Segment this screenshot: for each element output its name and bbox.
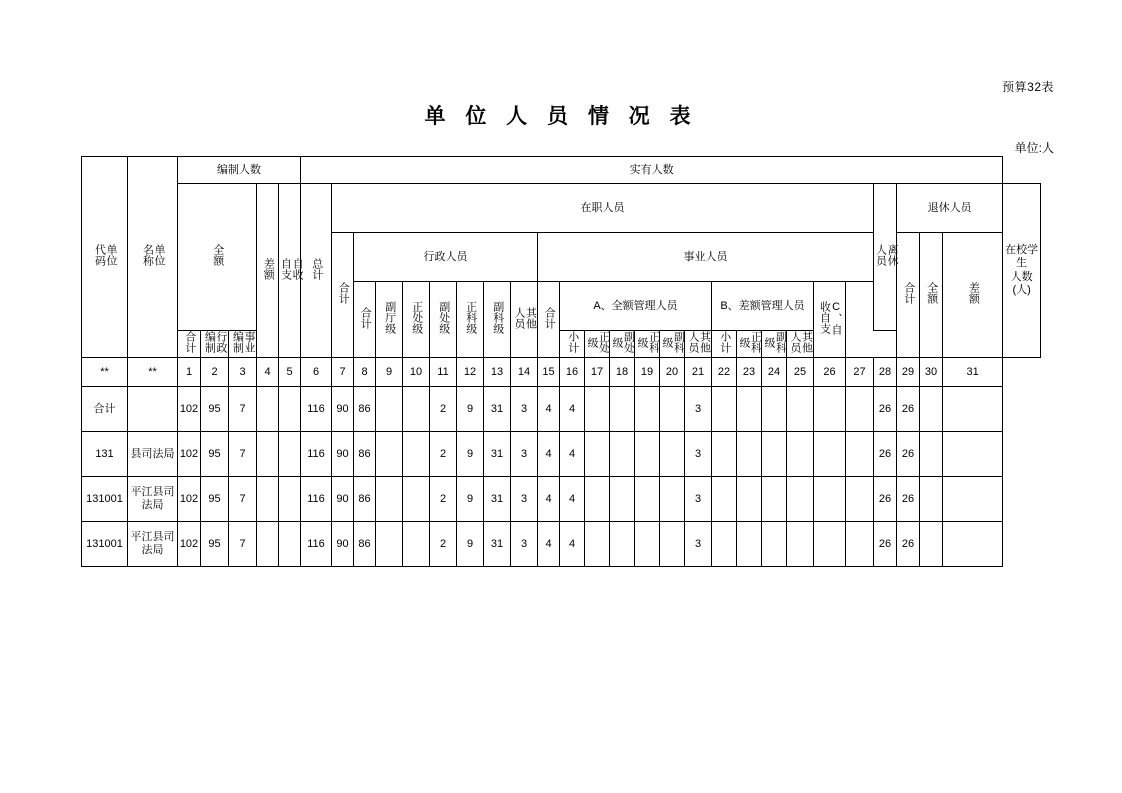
cell-value: 7: [229, 477, 257, 522]
cell-unit-name: [128, 387, 178, 432]
header-fukeji-label: 副科级: [491, 301, 504, 335]
cell-value: [279, 432, 301, 477]
cell-value: [762, 387, 787, 432]
header-sy-heji: [538, 282, 560, 358]
cell-value: 4: [560, 477, 585, 522]
cell-value: 116: [301, 522, 332, 567]
numrow-col: 12: [457, 358, 484, 387]
cell-unit-code: 合计: [82, 387, 128, 432]
header-a-zhengchuji: [585, 331, 610, 358]
cell-value: 26: [897, 522, 920, 567]
cell-value: 95: [201, 522, 229, 567]
header-a-fuchuji-label: 副处 级: [611, 331, 635, 354]
header-bz-shiye-label: 事业 编制: [231, 331, 256, 354]
header-zishou-bianzhi: [279, 184, 304, 358]
cell-value: [920, 432, 943, 477]
cell-value: [846, 432, 874, 477]
cell-value: [376, 522, 403, 567]
cell-value: 102: [178, 387, 201, 432]
cell-value: [635, 477, 660, 522]
cell-unit-code: 131001: [82, 522, 128, 567]
cell-value: [920, 387, 943, 432]
table-row: [82, 432, 1041, 477]
cell-value: 116: [301, 432, 332, 477]
cell-value: 3: [685, 432, 712, 477]
cell-value: [279, 477, 301, 522]
numrow-col: 8: [354, 358, 376, 387]
cell-value: 31: [484, 432, 511, 477]
cell-value: [376, 432, 403, 477]
header-zongji-label: 总计: [310, 257, 323, 280]
numrow-col: 16: [560, 358, 585, 387]
header-xz-qita-label: 其他 人员: [513, 306, 537, 329]
cell-value: 116: [301, 387, 332, 432]
header-bz-heji-label: 合计: [183, 331, 196, 354]
cell-unit-name: 县司法局: [128, 432, 178, 477]
numrow-col: 1: [178, 358, 201, 387]
cell-value: [787, 477, 814, 522]
header-b-fukeji-label: 副科 级: [763, 331, 787, 354]
cell-value: 2: [430, 522, 457, 567]
numrow-col: 15: [538, 358, 560, 387]
cell-value: 31: [484, 387, 511, 432]
header-lixiu-label: 离休 人员: [874, 244, 899, 267]
cell-value: [846, 522, 874, 567]
numrow-col: 24: [762, 358, 787, 387]
cell-value: [376, 387, 403, 432]
cell-value: 26: [874, 432, 897, 477]
numrow-col: 23: [737, 358, 762, 387]
cell-value: 90: [332, 432, 354, 477]
numrow-col: 27: [846, 358, 874, 387]
cell-value: [762, 477, 787, 522]
cell-value: [610, 477, 635, 522]
numrow-col: 2: [201, 358, 229, 387]
cell-value: 102: [178, 522, 201, 567]
cell-value: 9: [457, 432, 484, 477]
cell-value: 7: [229, 432, 257, 477]
header-chae-bianzhi-label: 差额: [262, 257, 275, 280]
cell-value: [712, 387, 737, 432]
cell-value: 95: [201, 432, 229, 477]
table-row: [82, 387, 1041, 432]
header-unit-code-label: 单位 代码: [93, 244, 118, 267]
header-zaizhi-heji-label: 合计: [337, 282, 350, 305]
cell-value: 9: [457, 477, 484, 522]
cell-value: [943, 477, 1003, 522]
cell-value: 102: [178, 432, 201, 477]
cell-value: [712, 432, 737, 477]
cell-value: 3: [511, 522, 538, 567]
header-zhengkeji-label: 正科级: [464, 301, 477, 335]
header-a-zhengchuji-label: 正处 级: [586, 331, 610, 354]
cell-value: [814, 522, 846, 567]
cell-value: 4: [538, 522, 560, 567]
cell-value: [610, 522, 635, 567]
numrow-unit-name: **: [128, 358, 178, 387]
header-bianzhi-group: 编制人数: [178, 157, 301, 184]
table-row: [82, 477, 1041, 522]
header-quane-bianzhi: [178, 184, 257, 331]
header-a-fukeji: [660, 331, 685, 358]
cell-value: [737, 387, 762, 432]
cell-value: [635, 387, 660, 432]
cell-value: 4: [538, 387, 560, 432]
cell-value: 26: [874, 387, 897, 432]
table-row: [82, 522, 1041, 567]
numrow-col: 22: [712, 358, 737, 387]
numrow-col: 29: [897, 358, 920, 387]
header-group-a: A、全额管理人员: [560, 282, 712, 331]
cell-value: 102: [178, 477, 201, 522]
header-fuchuji-label: 副处级: [437, 301, 450, 335]
numrow-unit-code: **: [82, 358, 128, 387]
header-group-b: B、差额管理人员: [712, 282, 814, 331]
cell-value: [814, 387, 846, 432]
header-a-fuchuji: [610, 331, 635, 358]
numrow-col: 18: [610, 358, 635, 387]
header-b-zhengkeji-label: 正科 级: [738, 331, 762, 354]
cell-value: [585, 387, 610, 432]
cell-value: [787, 387, 814, 432]
cell-value: [585, 477, 610, 522]
cell-value: 31: [484, 477, 511, 522]
cell-value: 3: [685, 477, 712, 522]
cell-value: 95: [201, 477, 229, 522]
header-a-xiaoji: [560, 331, 585, 358]
personnel-table: [81, 156, 1041, 567]
cell-value: [257, 522, 279, 567]
numrow-col: 4: [257, 358, 279, 387]
cell-value: [376, 477, 403, 522]
numrow-col: 26: [814, 358, 846, 387]
header-b-qita: [787, 331, 814, 358]
numrow-col: 6: [301, 358, 332, 387]
cell-value: [787, 432, 814, 477]
header-bz-xingzheng-label: 行政 编制: [203, 331, 228, 354]
cell-value: 4: [560, 522, 585, 567]
cell-value: [585, 522, 610, 567]
header-zaizhi-heji: [332, 233, 354, 358]
header-sy-heji-label: 合计: [543, 306, 556, 329]
numrow-col: 13: [484, 358, 511, 387]
cell-value: [920, 522, 943, 567]
header-tuixiu-heji: [897, 233, 920, 358]
header-tuixiu-chae: [943, 233, 1003, 358]
numrow-col: 7: [332, 358, 354, 387]
column-number-row: [82, 358, 1041, 387]
cell-value: [943, 387, 1003, 432]
cell-value: 3: [685, 522, 712, 567]
header-xz-heji: [354, 282, 376, 358]
header-a-fukeji-label: 副科 级: [661, 331, 685, 354]
cell-value: [610, 432, 635, 477]
numrow-col: 9: [376, 358, 403, 387]
header-group-c-label: C、自 收自支: [818, 300, 843, 335]
cell-value: [257, 432, 279, 477]
numrow-col: 5: [279, 358, 301, 387]
cell-value: [737, 522, 762, 567]
cell-value: [660, 432, 685, 477]
header-tuixiu-chae-label: 差额: [967, 282, 980, 305]
cell-value: 2: [430, 432, 457, 477]
header-tuixiu-group: 退休人员: [897, 184, 1003, 233]
cell-value: [635, 432, 660, 477]
header-zhengchuji: [403, 282, 430, 358]
cell-value: [762, 432, 787, 477]
cell-value: [787, 522, 814, 567]
cell-value: 86: [354, 477, 376, 522]
header-students: [1003, 184, 1041, 358]
header-zhengchuji-label: 正处级: [410, 301, 423, 335]
cell-value: 4: [538, 432, 560, 477]
cell-value: 2: [430, 387, 457, 432]
cell-unit-code: 131: [82, 432, 128, 477]
cell-value: [737, 477, 762, 522]
header-students-label: 在校学生 人数(人): [1005, 244, 1039, 296]
header-shiye-renyuan-group: 事业人员: [538, 233, 874, 282]
header-b-zhengkeji: [737, 331, 762, 358]
cell-value: 86: [354, 432, 376, 477]
cell-value: [610, 387, 635, 432]
numrow-col: 3: [229, 358, 257, 387]
cell-value: [814, 432, 846, 477]
cell-value: 2: [430, 477, 457, 522]
header-xz-qita: [511, 282, 538, 358]
cell-value: 3: [685, 387, 712, 432]
cell-value: [257, 387, 279, 432]
cell-value: 26: [874, 522, 897, 567]
numrow-col: 19: [635, 358, 660, 387]
cell-value: 26: [897, 432, 920, 477]
header-a-zhengkeji-label: 正科 级: [636, 331, 660, 354]
cell-value: 7: [229, 522, 257, 567]
numrow-col: 31: [943, 358, 1003, 387]
document-code: 预算32表: [1002, 80, 1054, 94]
header-unit-name: [128, 157, 178, 358]
header-quane-bianzhi-label: 全额: [211, 244, 224, 267]
header-xingzheng-renyuan-group: 行政人员: [354, 233, 538, 282]
numrow-col: 28: [874, 358, 897, 387]
cell-value: 3: [511, 432, 538, 477]
cell-value: [712, 522, 737, 567]
cell-value: 116: [301, 477, 332, 522]
header-row-2: [82, 184, 1041, 233]
cell-value: 4: [560, 432, 585, 477]
header-group-c: [814, 282, 846, 358]
numrow-col: 11: [430, 358, 457, 387]
cell-value: 4: [538, 477, 560, 522]
cell-value: [403, 387, 430, 432]
cell-value: [279, 522, 301, 567]
cell-value: 31: [484, 522, 511, 567]
header-a-xiaoji-label: 小计: [566, 331, 579, 354]
cell-value: [403, 477, 430, 522]
cell-value: [635, 522, 660, 567]
cell-value: 3: [511, 477, 538, 522]
header-zaizhi-group: 在职人员: [332, 184, 874, 233]
header-b-qita-label: 其他 人员: [789, 331, 813, 354]
cell-value: [660, 477, 685, 522]
cell-value: 95: [201, 387, 229, 432]
cell-value: [585, 432, 610, 477]
cell-value: [660, 387, 685, 432]
cell-value: 86: [354, 522, 376, 567]
page-title: 单 位 人 员 情 况 表: [424, 105, 698, 128]
header-tuixiu-heji-label: 合计: [902, 282, 915, 305]
header-bz-heji: [178, 331, 201, 358]
cell-value: [762, 522, 787, 567]
cell-value: 26: [897, 387, 920, 432]
header-b-xiaoji: [712, 331, 737, 358]
cell-value: [737, 432, 762, 477]
cell-value: 3: [511, 387, 538, 432]
header-bz-xingzheng: [201, 331, 229, 358]
cell-value: 90: [332, 522, 354, 567]
cell-value: 90: [332, 477, 354, 522]
cell-value: 9: [457, 522, 484, 567]
cell-value: [814, 477, 846, 522]
cell-value: 4: [560, 387, 585, 432]
cell-value: [712, 477, 737, 522]
header-row-1: [82, 157, 1041, 184]
cell-value: [846, 387, 874, 432]
numrow-col: 17: [585, 358, 610, 387]
cell-unit-name: 平江县司法局: [128, 522, 178, 567]
header-b-fukeji: [762, 331, 787, 358]
header-zishou-bianzhi-label: 自收 自支: [279, 257, 304, 280]
cell-unit-code: 131001: [82, 477, 128, 522]
cell-value: [943, 522, 1003, 567]
cell-value: [257, 477, 279, 522]
cell-value: [403, 522, 430, 567]
header-unit-name-label: 单位 名称: [141, 244, 166, 267]
header-a-qita-label: 其他 人员: [687, 331, 711, 354]
cell-value: 26: [874, 477, 897, 522]
cell-value: 26: [897, 477, 920, 522]
cell-value: 90: [332, 387, 354, 432]
cell-value: [920, 477, 943, 522]
header-b-xiaoji-label: 小计: [718, 331, 731, 354]
header-tuixiu-quane: [920, 233, 943, 358]
header-zongji: [301, 184, 332, 358]
numrow-col: 21: [685, 358, 712, 387]
header-futingji: [376, 282, 403, 358]
header-futingji-label: 副厅级: [383, 301, 396, 335]
header-xz-heji-label: 合计: [359, 306, 372, 329]
header-lixiu: [874, 184, 897, 331]
cell-value: [660, 522, 685, 567]
cell-unit-name: 平江县司法局: [128, 477, 178, 522]
numrow-col: 10: [403, 358, 430, 387]
numrow-col: 14: [511, 358, 538, 387]
cell-value: 7: [229, 387, 257, 432]
cell-value: [403, 432, 430, 477]
header-chae-bianzhi: [257, 184, 279, 358]
header-zhengkeji: [457, 282, 484, 358]
header-a-zhengkeji: [635, 331, 660, 358]
cell-value: [943, 432, 1003, 477]
header-fuchuji: [430, 282, 457, 358]
header-unit-code: [82, 157, 128, 358]
numrow-col: 30: [920, 358, 943, 387]
cell-value: [279, 387, 301, 432]
header-shiyou-group: 实有人数: [301, 157, 1003, 184]
numrow-col: 25: [787, 358, 814, 387]
numrow-col: 20: [660, 358, 685, 387]
header-bz-shiye: [229, 331, 257, 358]
cell-value: 86: [354, 387, 376, 432]
header-a-qita: [685, 331, 712, 358]
header-fukeji: [484, 282, 511, 358]
unit-note: 单位:人: [1014, 141, 1054, 155]
cell-value: 9: [457, 387, 484, 432]
header-tuixiu-quane-label: 全额: [925, 282, 938, 305]
cell-value: [846, 477, 874, 522]
